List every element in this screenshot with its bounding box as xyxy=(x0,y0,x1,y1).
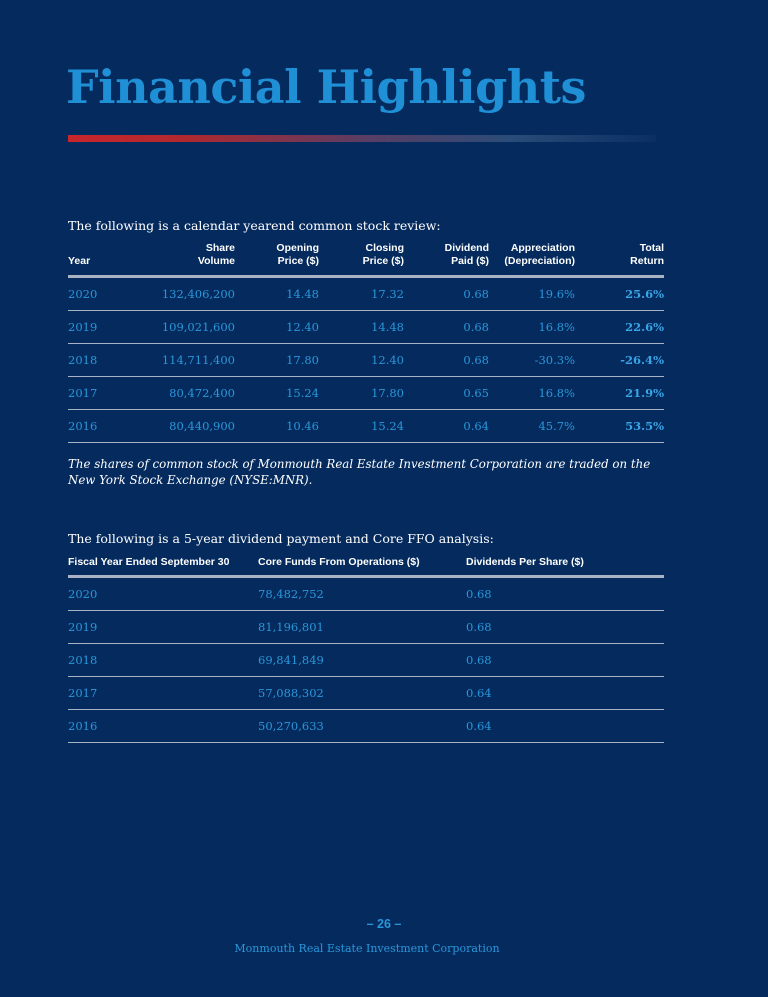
cell-close: 15.24 xyxy=(319,410,404,443)
col-core-ffo-header: Core Funds From Operations ($) xyxy=(258,556,466,577)
cell-volume: 80,472,400 xyxy=(138,377,235,410)
cell-year: 2018 xyxy=(68,344,138,377)
table-row xyxy=(68,611,664,644)
cell-year: 2016 xyxy=(68,410,138,443)
table-row xyxy=(68,710,664,743)
cell-dividend: 0.64 xyxy=(404,410,489,443)
cell-total: 25.6% xyxy=(575,277,664,311)
cell-year: 2020 xyxy=(68,577,258,611)
cell-close: 17.32 xyxy=(319,277,404,311)
table-row xyxy=(68,577,664,611)
cell-dividends-per-share: 0.68 xyxy=(466,577,664,611)
cell-open: 17.80 xyxy=(235,344,319,377)
col-dividends-per-share-header: Dividends Per Share ($) xyxy=(466,556,664,577)
table-header-row xyxy=(68,242,664,277)
title-divider xyxy=(68,135,656,142)
table-row xyxy=(68,277,664,311)
col-open-header: Opening Price ($) xyxy=(235,242,319,277)
cell-open: 12.40 xyxy=(235,311,319,344)
cell-year: 2018 xyxy=(68,644,258,677)
cell-core-ffo: 81,196,801 xyxy=(258,611,466,644)
page-number: – 26 – xyxy=(366,917,402,931)
table-row xyxy=(68,344,664,377)
col-dividend-header: Dividend Paid ($) xyxy=(404,242,489,277)
col-appreciation-header: Appreciation (Depreciation) xyxy=(489,242,575,277)
cell-open: 15.24 xyxy=(235,377,319,410)
cell-total: 53.5% xyxy=(575,410,664,443)
cell-year: 2017 xyxy=(68,377,138,410)
cell-core-ffo: 57,088,302 xyxy=(258,677,466,710)
cell-appreciation: 16.8% xyxy=(489,311,575,344)
cell-open: 10.46 xyxy=(235,410,319,443)
dividend-ffo-table xyxy=(68,556,664,743)
table-row xyxy=(68,644,664,677)
cell-appreciation: 45.7% xyxy=(489,410,575,443)
cell-close: 12.40 xyxy=(319,344,404,377)
cell-appreciation: -30.3% xyxy=(489,344,575,377)
col-volume-header: Share Volume xyxy=(138,242,235,277)
cell-year: 2019 xyxy=(68,311,138,344)
cell-dividend: 0.68 xyxy=(404,311,489,344)
cell-total: 21.9% xyxy=(575,377,664,410)
cell-year: 2017 xyxy=(68,677,258,710)
stock-review-intro: The following is a calendar yearend common stock review: xyxy=(68,218,441,233)
cell-volume: 80,440,900 xyxy=(138,410,235,443)
cell-core-ffo: 69,841,849 xyxy=(258,644,466,677)
footer-company-name: Monmouth Real Estate Investment Corporation xyxy=(234,942,500,955)
cell-dividends-per-share: 0.64 xyxy=(466,677,664,710)
cell-dividend: 0.68 xyxy=(404,344,489,377)
cell-appreciation: 16.8% xyxy=(489,377,575,410)
cell-open: 14.48 xyxy=(235,277,319,311)
col-fiscal-year-header: Fiscal Year Ended September 30 xyxy=(68,556,258,577)
stock-exchange-note: The shares of common stock of Monmouth Real Estate Investment Corporation are traded on the New York Stock Exchange (NYSE:MNR). xyxy=(68,457,651,487)
cell-dividends-per-share: 0.64 xyxy=(466,710,664,743)
cell-close: 14.48 xyxy=(319,311,404,344)
cell-volume: 109,021,600 xyxy=(138,311,235,344)
table-header-row xyxy=(68,556,664,577)
cell-appreciation: 19.6% xyxy=(489,277,575,311)
col-total-header: Total Return xyxy=(575,242,664,277)
table-row xyxy=(68,677,664,710)
table-row xyxy=(68,377,664,410)
cell-dividends-per-share: 0.68 xyxy=(466,644,664,677)
cell-volume: 132,406,200 xyxy=(138,277,235,311)
table-row xyxy=(68,311,664,344)
cell-core-ffo: 78,482,752 xyxy=(258,577,466,611)
cell-year: 2020 xyxy=(68,277,138,311)
cell-core-ffo: 50,270,633 xyxy=(258,710,466,743)
col-close-header: Closing Price ($) xyxy=(319,242,404,277)
cell-close: 17.80 xyxy=(319,377,404,410)
stock-review-table xyxy=(68,242,664,443)
cell-total: -26.4% xyxy=(575,344,664,377)
cell-dividend: 0.65 xyxy=(404,377,489,410)
table-row xyxy=(68,410,664,443)
page-title: Financial Highlights xyxy=(66,60,586,114)
cell-total: 22.6% xyxy=(575,311,664,344)
cell-dividends-per-share: 0.68 xyxy=(466,611,664,644)
col-year-header: Year xyxy=(68,242,138,277)
cell-dividend: 0.68 xyxy=(404,277,489,311)
cell-volume: 114,711,400 xyxy=(138,344,235,377)
dividend-analysis-intro: The following is a 5-year dividend payment and Core FFO analysis: xyxy=(68,531,494,546)
cell-year: 2019 xyxy=(68,611,258,644)
cell-year: 2016 xyxy=(68,710,258,743)
